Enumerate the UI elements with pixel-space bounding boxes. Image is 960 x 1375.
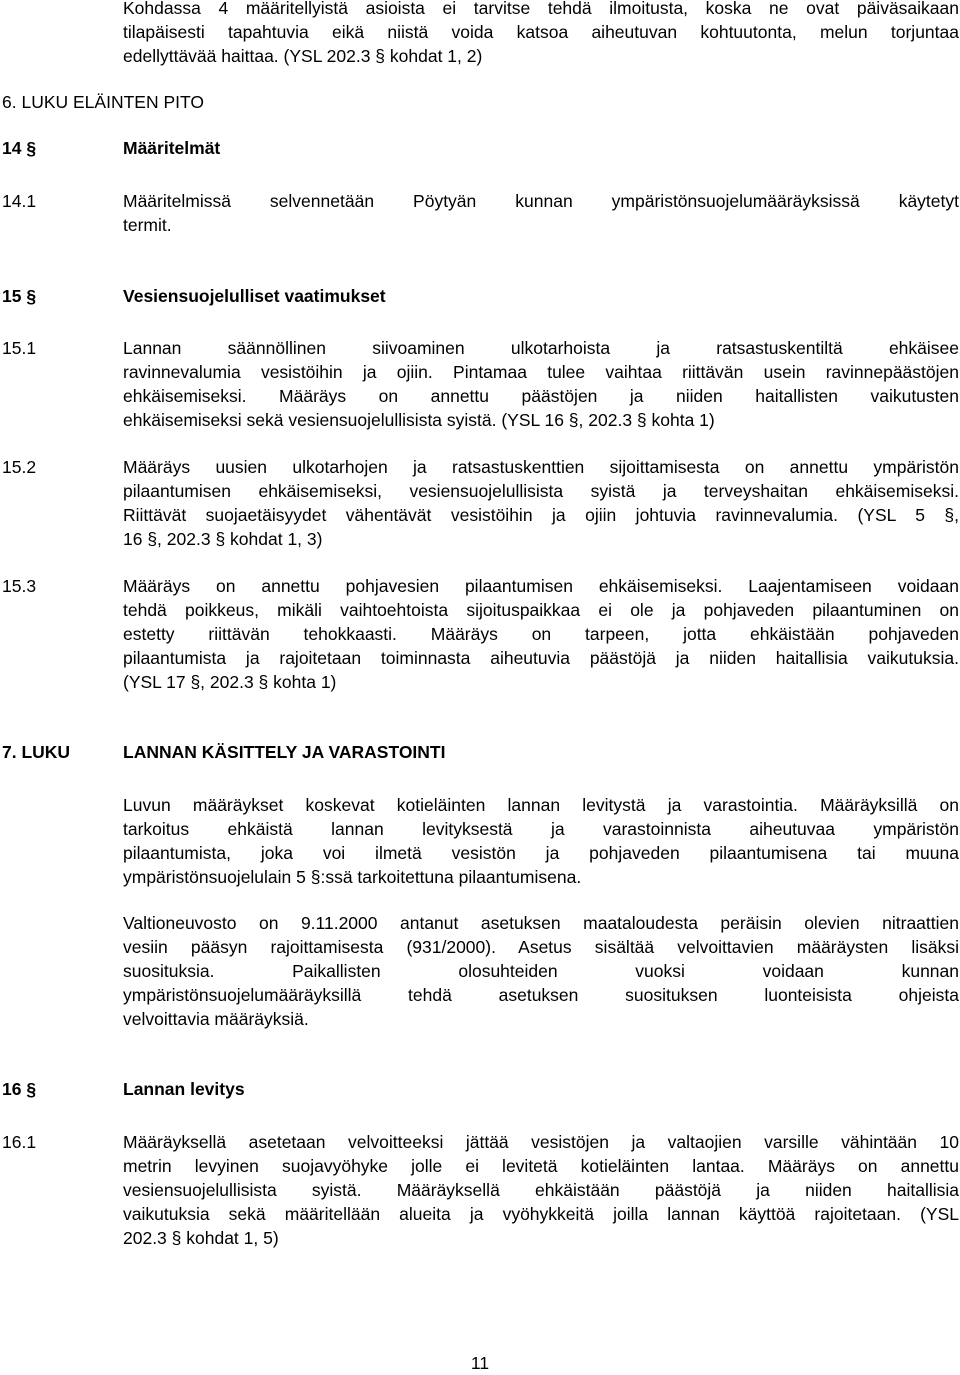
text-line: ehkäisemiseksi sekä vesiensuojelullisista syistä. (YSL 16 §, 202.3 § kohta 1) — [123, 410, 715, 430]
text-line: Kohdassa 4 määritellyistä asioista ei tarvitse tehdä ilmoitusta, koska ne ovat päiväsaikaan — [123, 0, 959, 18]
text-line: vesiin pääsyn rajoittamisesta (931/2000). Asetus sisältää velvoittavien määräysten lisäksi — [123, 937, 959, 957]
text-line: suosituksia. Paikallisten olosuhteiden vuoksi voidaan kunnan — [123, 961, 959, 981]
text-line: Riittävät suojaetäisyydet vähentävät vesistöihin ja ojiin johtuvia ravinnevalumia. (YSL 5 §, — [123, 505, 959, 525]
paragraph-number: 15.3 — [2, 576, 37, 596]
section-number: 15 § — [2, 286, 37, 306]
chapter-title: LANNAN KÄSITTELY JA VARASTOINTI — [123, 742, 446, 762]
text-line: Lannan säännöllinen siivoaminen ulkotarhoista ja ratsastuskentiltä ehkäisee — [123, 338, 959, 358]
text-line: velvoittavia määräyksiä. — [123, 1009, 309, 1029]
text-line: tarkoitus ehkäistä lannan levityksestä ja varastoinnista aiheutuvaa ympäristön — [123, 819, 959, 839]
paragraph-number: 15.2 — [2, 457, 37, 477]
text-line: pilaantumista, joka voi ilmetä vesistön ja pohjaveden pilaantumisena tai muuna — [123, 843, 959, 863]
text-line: (YSL 17 §, 202.3 § kohta 1) — [123, 672, 337, 692]
text-line: 202.3 § kohdat 1, 5) — [123, 1228, 279, 1248]
text-line: ravinnevalumia vesistöihin ja ojiin. Pintamaa tulee vaihtaa riittävän usein ravinnepäästöjen — [123, 362, 959, 382]
section-number: 16 § — [2, 1079, 37, 1099]
text-line: Määräys uusien ulkotarhojen ja ratsastuskenttien sijoittamisesta on annettu ympäristön — [123, 457, 959, 477]
text-line: Määräys on annettu pohjavesien pilaantumisen ehkäisemiseksi. Laajentamiseen voidaan — [123, 576, 959, 596]
text-line: pilaantumista ja rajoitetaan toiminnasta aiheutuvia päästöjä ja niiden haitallisia vaikutuksia. — [123, 648, 959, 668]
section-title: Määritelmät — [123, 138, 221, 158]
paragraph-number: 16.1 — [2, 1132, 37, 1152]
chapter-label: 7. LUKU — [2, 742, 71, 762]
text-line: ympäristönsuojelumääräyksillä tehdä asetuksen suosituksen luonteisista ohjeista — [123, 985, 959, 1005]
section-number: 14 § — [2, 138, 37, 158]
page-number: 11 — [470, 1353, 490, 1373]
text-line: Määräyksellä asetetaan velvoitteeksi jättää vesistöjen ja valtaojien varsille vähintään 10 — [123, 1132, 959, 1152]
text-line: metrin levyinen suojavyöhyke jolle ei levitetä kotieläinten lantaa. Määräys on annettu — [123, 1156, 959, 1176]
paragraph-number: 15.1 — [2, 338, 37, 358]
section-title: Lannan levitys — [123, 1079, 245, 1099]
text-line: ympäristönsuojelulain 5 §:ssä tarkoitettuna pilaantumisena. — [123, 867, 582, 887]
text-line: vesiensuojelullisista syistä. Määräyksellä ehkäistään päästöjä ja niiden haitallisia — [123, 1180, 959, 1200]
text-line: 16 §, 202.3 § kohdat 1, 3) — [123, 529, 323, 549]
text-line: pilaantumisen ehkäisemiseksi, vesiensuojelullisista syistä ja terveyshaitan ehkäisemiseksi. — [123, 481, 959, 501]
paragraph-number: 14.1 — [2, 191, 37, 211]
text-line: Valtioneuvosto on 9.11.2000 antanut asetuksen maataloudesta peräisin olevien nitraattien — [123, 913, 959, 933]
text-line: termit. — [123, 215, 172, 235]
text-line: tehdä poikkeus, mikäli vaihtoehtoista sijoituspaikkaa ei ole ja pohjaveden pilaantuminen on — [123, 600, 959, 620]
section-title: Vesiensuojelulliset vaatimukset — [123, 286, 386, 306]
text-line: Luvun määräykset koskevat kotieläinten lannan levitystä ja varastointia. Määräyksillä on — [123, 795, 959, 815]
chapter-heading: 6. LUKU ELÄINTEN PITO — [2, 92, 204, 112]
text-line: tilapäisesti tapahtuvia eikä niistä voida katsoa aiheutuvan kohtuutonta, melun torjuntaa — [123, 22, 959, 42]
text-line: vaikutuksia sekä määritellään alueita ja vyöhykkeitä joilla lannan käyttöä rajoitetaan. (YSL — [123, 1204, 959, 1224]
text-line: edellyttävää haittaa. (YSL 202.3 § kohdat 1, 2) — [123, 46, 483, 66]
text-line: ehkäisemiseksi. Määräys on annettu päästöjen ja niiden haitallisten vaikutusten — [123, 386, 959, 406]
text-line: Määritelmissä selvennetään Pöytyän kunnan ympäristönsuojelumääräyksissä käytetyt — [123, 191, 959, 211]
text-line: estetty riittävän tehokkaasti. Määräys on tarpeen, jotta ehkäistään pohjaveden — [123, 624, 959, 644]
